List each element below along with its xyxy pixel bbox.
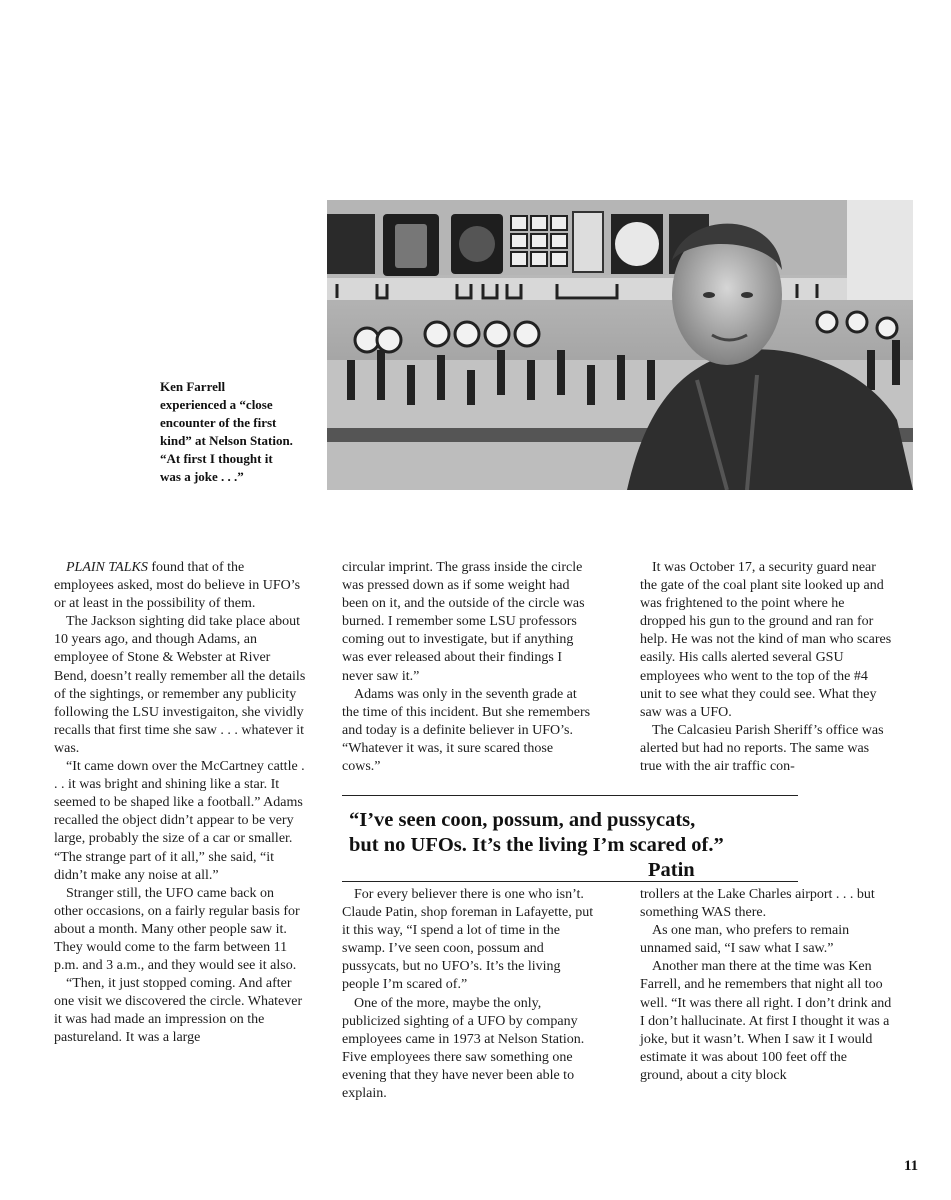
paragraph: “Then, it just stopped coming. And after one visit we discovered the circle. Whatever it was had made an impression on the pastureland. It was a large <box>54 976 303 1046</box>
paragraph: One of the more, maybe the only, publicized sighting of a UFO by company employees came in 1973 at Nelson Station. Five employees there saw something one evening that they have never been able to explain. <box>342 995 585 1102</box>
paragraph: “It came down over the McCartney cattle . . . it was bright and shining like a star. It seemed to be shaped like a football.” Adams recalled the object didn’t appear to be very large, probably the size of a car or smaller. “The strange part of it all,” she said, “it didn’t make any noise at all.” <box>54 759 305 883</box>
pull-quote <box>349 808 769 883</box>
paragraph: The Jackson sighting did take place about 10 years ago, and though Adams, an employee of Stone & Webster at River Bend, doesn’t really remember all the details of the sightings, or remember any publicity following the LSU investigaiton, she vividly recalls that first time she saw . . . whatever it was. <box>54 614 306 756</box>
publication-name: PLAIN TALKS <box>66 560 148 575</box>
paragraph: Adams was only in the seventh grade at the time of this incident. But she remembers and today is a definite believer in UFO’s. “Whatever it was, it sure scared those cows.” <box>342 686 591 775</box>
paragraph-text: found that of the employees asked, most do believe in UFO’s or at least in the possibility of them. <box>54 560 301 612</box>
article-column-1 <box>54 559 306 1048</box>
pull-quote-rule-bottom <box>342 881 798 882</box>
pull-quote-rule-top <box>342 795 798 796</box>
page-number: 11 <box>904 1158 919 1174</box>
paragraph: The Calcasieu Parish Sheriff’s office was alerted but had no reports. The same was true with the air traffic con- <box>640 722 884 775</box>
caption-line: was a joke . . .” <box>160 469 244 484</box>
caption-line: Ken Farrell <box>160 379 226 394</box>
control-panel-photo-icon <box>327 200 913 490</box>
paragraph <box>54 559 306 613</box>
pull-quote-line: “I’ve seen coon, possum, and pussycats, <box>349 809 696 831</box>
paragraph: For every believer there is one who isn’t. Claude Patin, shop foreman in Lafayette, put it this way, “I spend a lot of time in the swamp. I’ve seen coon, possum and pussycats, but no UFO’s. It’s the living people I’m scared of.” <box>342 887 594 993</box>
paragraph: Another man there at the time was Ken Farrell, and he remembers that night all too well. “It was there all right. I don’t drink and I don’t hallucinate. At first I thought it was a joke, but it wasn’t. When I saw it I would estimate it was about 100 feet off the ground, about a city block <box>640 959 892 1083</box>
photo-ken-farrell-control-room <box>327 200 913 490</box>
caption-line: “At first I thought it <box>160 451 273 466</box>
photo-caption <box>160 378 330 486</box>
paragraph: Stranger still, the UFO came back on other occasions, on a fairly regular basis for about a month. Many other people saw it. They would come to the farm between 11 p.m. and 3 a.m., and they would see it also. <box>54 885 300 974</box>
paragraph: As one man, who prefers to remain unnamed said, “I saw what I saw.” <box>640 923 850 957</box>
article-column-2-bottom <box>342 886 594 1103</box>
article-column-3-bottom <box>640 886 892 1085</box>
paragraph: circular imprint. The grass inside the circle was pressed down as if some weight had been on it, and the outside of the circle was burned. I remember some LSU professors coming out to investigate, but if anything was ever released about their findings I never saw it.” <box>342 560 585 684</box>
caption-line: kind” at Nelson Station. <box>160 433 293 448</box>
paragraph: It was October 17, a security guard near the gate of the coal plant site looked up and was frightened to the point where he dropped his gun to the ground and ran for help. He was not the kind of man who scares easily. His calls alerted several GSU employees who went to the top of the #4 unit to see what they could see. What they saw was a UFO. <box>640 560 892 720</box>
paragraph: trollers at the Lake Charles airport . . . but something WAS there. <box>640 887 875 921</box>
caption-line: experienced a “close <box>160 397 273 412</box>
caption-line: encounter of the first <box>160 415 277 430</box>
article-column-3-top <box>640 559 892 776</box>
article-column-2-top <box>342 559 594 776</box>
pull-quote-attribution: Patin <box>648 859 695 881</box>
pull-quote-line: but no UFOs. It’s the living I’m scared of.” <box>349 834 724 856</box>
